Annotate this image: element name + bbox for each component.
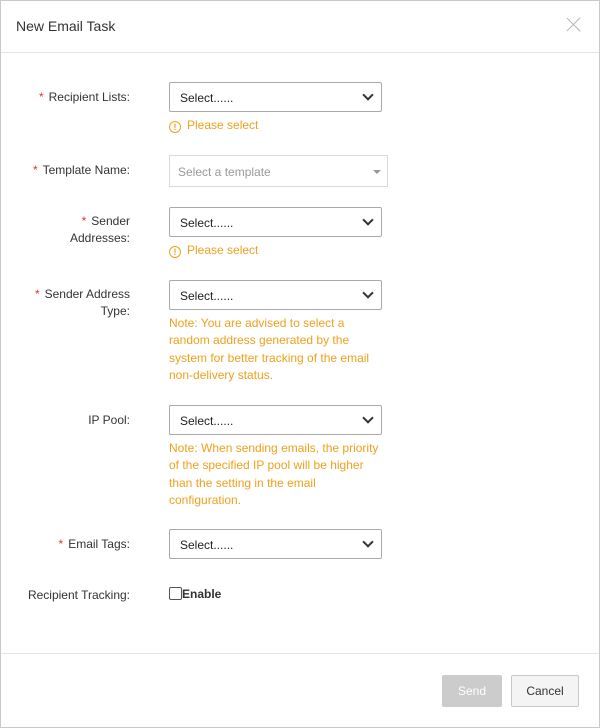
- sender-address-type-label: * Sender Address Type:: [34, 287, 130, 318]
- enable-tracking-label[interactable]: Enable: [182, 587, 222, 601]
- dialog-header: [1, 1, 599, 53]
- required-marker: *: [81, 214, 87, 228]
- recipient-lists-select[interactable]: [169, 82, 382, 112]
- sender-addresses-warning: ! Please select: [169, 242, 258, 259]
- email-tags-label: * Email Tags:: [58, 537, 130, 551]
- recipient-tracking-label: Recipient Tracking:: [27, 588, 130, 602]
- required-marker: *: [34, 287, 40, 301]
- sender-address-type-select[interactable]: [169, 280, 382, 310]
- send-button[interactable]: Send: [442, 675, 502, 707]
- chevron-down-icon: [362, 214, 373, 225]
- cancel-button[interactable]: Cancel: [511, 675, 579, 707]
- template-name-placeholder: Select a template: [178, 165, 271, 179]
- sender-address-type-value: Select......: [180, 289, 234, 303]
- required-marker: *: [38, 90, 44, 104]
- close-icon[interactable]: [565, 15, 583, 33]
- sender-addresses-label: * Sender Addresses:: [69, 214, 130, 245]
- template-name-label: * Template Name:: [32, 163, 130, 177]
- enable-tracking-checkbox[interactable]: [169, 587, 182, 600]
- recipient-lists-value: Select......: [180, 91, 234, 105]
- email-tags-value: Select......: [180, 538, 234, 552]
- sender-address-type-note: Note: You are advised to select a random address generated by the system for better tracking of the email non-delivery status.: [169, 316, 370, 382]
- chevron-down-icon: [362, 287, 373, 298]
- ip-pool-value: Select......: [180, 414, 234, 428]
- chevron-down-icon: [362, 412, 373, 423]
- caret-down-icon: [373, 170, 381, 174]
- warning-icon: !: [169, 246, 181, 258]
- email-tags-select[interactable]: [169, 529, 382, 559]
- template-name-select[interactable]: [169, 155, 388, 187]
- ip-pool-select[interactable]: [169, 405, 382, 435]
- warning-icon: !: [169, 121, 181, 133]
- sender-addresses-value: Select......: [180, 216, 234, 230]
- footer-divider: [1, 653, 599, 654]
- sender-addresses-select[interactable]: [169, 207, 382, 237]
- required-marker: *: [32, 163, 38, 177]
- recipient-lists-label: * Recipient Lists:: [38, 90, 130, 104]
- recipient-lists-warning: ! Please select: [169, 117, 258, 134]
- dialog-title: New Email Task: [16, 18, 116, 34]
- ip-pool-note: Note: When sending emails, the priority of the specified IP pool will be higher than the setting in the email configuration.: [169, 441, 379, 507]
- chevron-down-icon: [362, 89, 373, 100]
- ip-pool-label: IP Pool:: [88, 413, 130, 427]
- required-marker: *: [58, 537, 64, 551]
- chevron-down-icon: [362, 536, 373, 547]
